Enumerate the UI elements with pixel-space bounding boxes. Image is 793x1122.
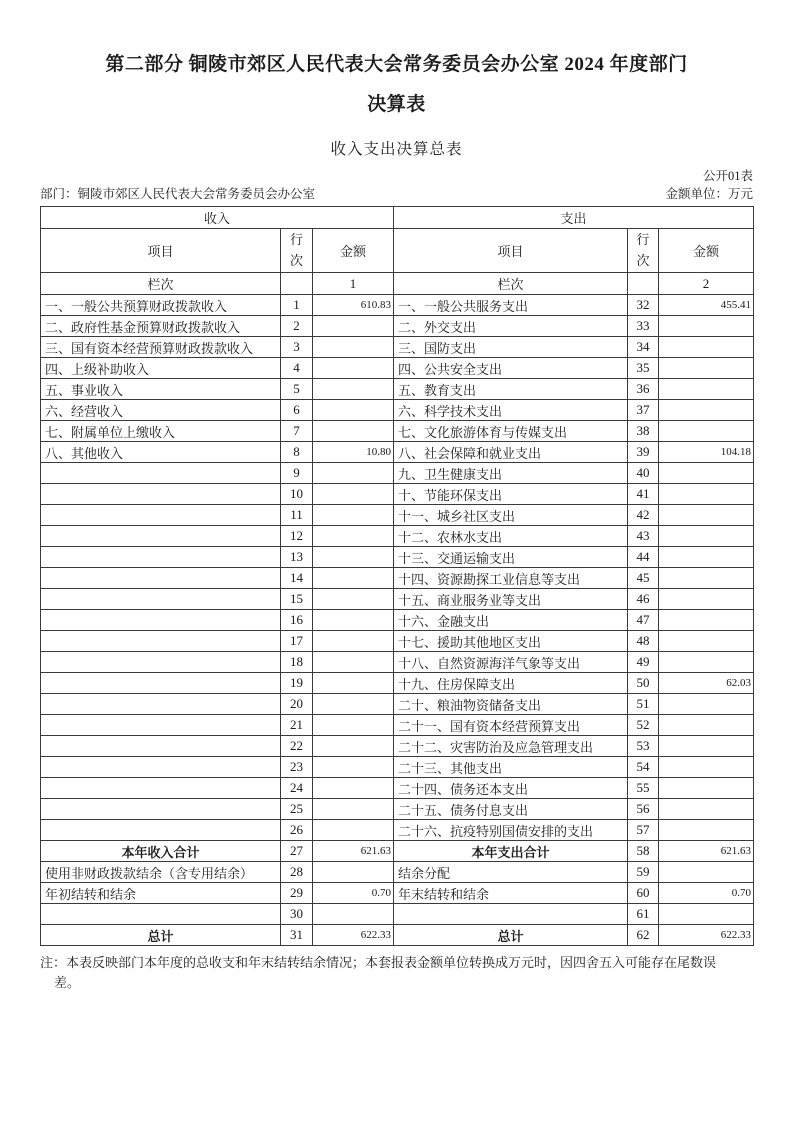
income-index-label: 栏次 [41, 273, 281, 295]
expense-line-cell: 32 [628, 295, 659, 316]
table-row [41, 526, 754, 547]
expense-amount-cell [659, 778, 754, 799]
expense-item-cell: 十二、农林水支出 [394, 526, 628, 547]
expense-item-cell: 七、文化旅游体育与传媒支出 [394, 421, 628, 442]
expense-line-cell: 60 [628, 883, 659, 904]
expense-item-cell: 五、教育支出 [394, 379, 628, 400]
expense-line-cell: 62 [628, 925, 659, 946]
expense-amount-cell [659, 652, 754, 673]
income-line-cell: 4 [281, 358, 313, 379]
expense-amount-cell [659, 694, 754, 715]
table-row [41, 337, 754, 358]
table-row [41, 820, 754, 841]
expense-item-cell: 十四、资源勘探工业信息等支出 [394, 568, 628, 589]
income-amount-cell [313, 736, 394, 757]
column-header-row [41, 229, 754, 273]
income-line-cell: 15 [281, 589, 313, 610]
expense-amount-cell: 62.03 [659, 673, 754, 694]
income-line-cell: 10 [281, 484, 313, 505]
expense-line-cell: 33 [628, 316, 659, 337]
page-title-line1: 第二部分 铜陵市郊区人民代表大会常务委员会办公室 2024 年度部门 [105, 54, 688, 75]
income-amount-cell [313, 673, 394, 694]
table-row [41, 862, 754, 883]
expense-line-cell: 37 [628, 400, 659, 421]
table-row [41, 505, 754, 526]
table-row [41, 589, 754, 610]
expense-amount-cell: 104.18 [659, 442, 754, 463]
expense-line-cell: 41 [628, 484, 659, 505]
expense-line-cell: 39 [628, 442, 659, 463]
income-line-cell: 17 [281, 631, 313, 652]
expense-amount-cell [659, 421, 754, 442]
income-item-cell [41, 568, 281, 589]
income-item-cell [41, 778, 281, 799]
expense-amount-cell [659, 379, 754, 400]
income-amount-cell [313, 400, 394, 421]
expense-line-cell: 61 [628, 904, 659, 925]
expense-item-cell: 二十五、债务付息支出 [394, 799, 628, 820]
table-row [41, 736, 754, 757]
income-item-header: 项目 [41, 229, 281, 273]
expense-line-cell: 34 [628, 337, 659, 358]
expense-line-cell: 40 [628, 463, 659, 484]
expense-amount-cell [659, 715, 754, 736]
expense-item-cell: 总计 [394, 925, 628, 946]
income-amount-cell [313, 904, 394, 925]
income-amount-cell [313, 589, 394, 610]
income-line-cell: 8 [281, 442, 313, 463]
expense-line-cell: 53 [628, 736, 659, 757]
expense-item-cell: 三、国防支出 [394, 337, 628, 358]
income-amount-cell [313, 778, 394, 799]
expense-line-header: 行次 [628, 229, 659, 273]
expense-amount-cell [659, 337, 754, 358]
expense-line-cell: 52 [628, 715, 659, 736]
expense-item-cell: 二、外交支出 [394, 316, 628, 337]
income-line-cell: 21 [281, 715, 313, 736]
income-item-cell [41, 715, 281, 736]
income-item-cell: 八、其他收入 [41, 442, 281, 463]
income-item-cell: 年初结转和结余 [41, 883, 281, 904]
expense-item-cell: 十一、城乡社区支出 [394, 505, 628, 526]
table-row [41, 484, 754, 505]
expense-line-cell: 42 [628, 505, 659, 526]
table-row [41, 652, 754, 673]
expense-item-cell: 十三、交通运输支出 [394, 547, 628, 568]
expense-index-number: 2 [659, 273, 754, 295]
income-amount-cell [313, 526, 394, 547]
table-row [41, 358, 754, 379]
income-line-cell: 29 [281, 883, 313, 904]
income-amount-cell [313, 379, 394, 400]
expense-amount-cell [659, 484, 754, 505]
expense-index-line-cell [628, 273, 659, 295]
expense-amount-cell [659, 736, 754, 757]
income-item-cell [41, 526, 281, 547]
expense-amount-cell [659, 757, 754, 778]
income-line-cell: 25 [281, 799, 313, 820]
income-line-cell: 31 [281, 925, 313, 946]
expense-line-cell: 59 [628, 862, 659, 883]
expense-amount-cell [659, 505, 754, 526]
income-line-cell: 24 [281, 778, 313, 799]
income-amount-cell [313, 631, 394, 652]
income-item-cell [41, 610, 281, 631]
income-item-cell: 使用非财政拨款结余（含专用结余） [41, 862, 281, 883]
income-item-cell [41, 757, 281, 778]
income-amount-cell [313, 505, 394, 526]
table-code-label: 公开01表 [702, 169, 753, 183]
page-title-line2: 决算表 [367, 94, 426, 115]
income-item-cell [41, 589, 281, 610]
expense-item-cell: 九、卫生健康支出 [394, 463, 628, 484]
expense-item-cell: 十八、自然资源海洋气象等支出 [394, 652, 628, 673]
income-amount-cell [313, 610, 394, 631]
income-amount-cell [313, 820, 394, 841]
table-row [41, 379, 754, 400]
table-row [41, 442, 754, 463]
income-line-cell: 12 [281, 526, 313, 547]
income-line-cell: 13 [281, 547, 313, 568]
income-line-cell: 3 [281, 337, 313, 358]
expense-item-cell: 十、节能环保支出 [394, 484, 628, 505]
income-line-cell: 6 [281, 400, 313, 421]
expense-item-cell: 一、一般公共服务支出 [394, 295, 628, 316]
expense-line-cell: 35 [628, 358, 659, 379]
income-item-cell [41, 484, 281, 505]
income-amount-cell: 10.80 [313, 442, 394, 463]
income-amount-cell [313, 568, 394, 589]
page-subtitle: 收入支出决算总表 [330, 141, 463, 158]
table-row [41, 799, 754, 820]
income-amount-cell [313, 862, 394, 883]
expense-item-cell: 二十三、其他支出 [394, 757, 628, 778]
expense-amount-cell: 622.33 [659, 925, 754, 946]
expense-line-cell: 54 [628, 757, 659, 778]
table-row [41, 778, 754, 799]
income-item-cell: 五、事业收入 [41, 379, 281, 400]
expense-item-cell: 十五、商业服务业等支出 [394, 589, 628, 610]
section-header-row [41, 207, 754, 229]
income-item-cell: 三、国有资本经营预算财政拨款收入 [41, 337, 281, 358]
expense-line-cell: 58 [628, 841, 659, 862]
expense-amount-cell [659, 400, 754, 421]
table-row [41, 757, 754, 778]
income-line-cell: 22 [281, 736, 313, 757]
meta-row [40, 185, 753, 204]
expense-item-cell: 四、公共安全支出 [394, 358, 628, 379]
column-index-row [41, 273, 754, 295]
income-line-cell: 18 [281, 652, 313, 673]
income-index-number: 1 [313, 273, 394, 295]
expense-line-cell: 43 [628, 526, 659, 547]
expense-item-cell: 十九、住房保障支出 [394, 673, 628, 694]
expense-amount-cell [659, 799, 754, 820]
income-line-cell: 20 [281, 694, 313, 715]
income-amount-cell [313, 421, 394, 442]
table-row [41, 547, 754, 568]
expense-line-cell: 45 [628, 568, 659, 589]
income-item-cell [41, 736, 281, 757]
income-item-cell [41, 799, 281, 820]
income-amount-cell [313, 799, 394, 820]
income-item-cell [41, 652, 281, 673]
income-line-cell: 28 [281, 862, 313, 883]
table-row [41, 295, 754, 316]
expense-item-cell: 年末结转和结余 [394, 883, 628, 904]
expense-item-cell: 六、科学技术支出 [394, 400, 628, 421]
income-item-cell: 总计 [41, 925, 281, 946]
expense-amount-cell [659, 316, 754, 337]
expense-amount-cell [659, 358, 754, 379]
income-item-cell: 七、附属单位上缴收入 [41, 421, 281, 442]
expense-line-cell: 50 [628, 673, 659, 694]
expense-line-cell: 57 [628, 820, 659, 841]
expense-amount-cell [659, 904, 754, 925]
income-item-cell: 本年收入合计 [41, 841, 281, 862]
expense-amount-cell [659, 631, 754, 652]
income-item-cell [41, 631, 281, 652]
expense-amount-header: 金额 [659, 229, 754, 273]
table-row [41, 610, 754, 631]
expense-line-cell: 48 [628, 631, 659, 652]
income-line-cell: 30 [281, 904, 313, 925]
table-row [41, 463, 754, 484]
expense-item-cell: 二十四、债务还本支出 [394, 778, 628, 799]
expense-item-header: 项目 [394, 229, 628, 273]
table-row [41, 904, 754, 925]
income-amount-cell: 0.70 [313, 883, 394, 904]
income-amount-cell: 622.33 [313, 925, 394, 946]
footnote: 注：本表反映部门本年度的总收支和年末结转结余情况；本套报表金额单位转换成万元时，因四舍五入可能存在尾数误差。 [40, 955, 717, 990]
expense-item-cell: 二十、粮油物资储备支出 [394, 694, 628, 715]
income-item-cell: 六、经营收入 [41, 400, 281, 421]
expense-line-cell: 49 [628, 652, 659, 673]
expense-item-cell: 二十二、灾害防治及应急管理支出 [394, 736, 628, 757]
income-amount-cell [313, 757, 394, 778]
income-amount-cell [313, 358, 394, 379]
table-row [41, 400, 754, 421]
table-body [41, 295, 754, 946]
income-item-cell [41, 547, 281, 568]
income-item-cell [41, 673, 281, 694]
expense-amount-cell: 0.70 [659, 883, 754, 904]
table-row [41, 631, 754, 652]
expense-section-header: 支出 [394, 207, 754, 229]
income-amount-cell [313, 484, 394, 505]
income-amount-cell: 621.63 [313, 841, 394, 862]
expense-amount-cell [659, 820, 754, 841]
income-line-cell: 2 [281, 316, 313, 337]
expense-amount-cell: 455.41 [659, 295, 754, 316]
table-row [41, 568, 754, 589]
income-line-cell: 23 [281, 757, 313, 778]
expense-amount-cell [659, 463, 754, 484]
income-line-header: 行次 [281, 229, 313, 273]
expense-line-cell: 46 [628, 589, 659, 610]
income-line-cell: 27 [281, 841, 313, 862]
expense-amount-cell [659, 589, 754, 610]
income-item-cell [41, 463, 281, 484]
page-title [40, 45, 753, 125]
table-row [41, 883, 754, 904]
income-line-cell: 26 [281, 820, 313, 841]
income-line-cell: 14 [281, 568, 313, 589]
income-amount-cell [313, 463, 394, 484]
income-amount-cell [313, 652, 394, 673]
expense-line-cell: 55 [628, 778, 659, 799]
income-amount-cell [313, 337, 394, 358]
income-line-cell: 5 [281, 379, 313, 400]
income-section-header: 收入 [41, 207, 394, 229]
table-row [41, 841, 754, 862]
department-label: 部门：铜陵市郊区人民代表大会常务委员会办公室 [40, 187, 316, 201]
table-row [41, 715, 754, 736]
expense-amount-cell [659, 547, 754, 568]
expense-amount-cell [659, 568, 754, 589]
expense-amount-cell [659, 526, 754, 547]
expense-item-cell: 十七、援助其他地区支出 [394, 631, 628, 652]
income-amount-cell [313, 715, 394, 736]
income-amount-header: 金额 [313, 229, 394, 273]
table-row [41, 925, 754, 946]
expense-item-cell [394, 904, 628, 925]
income-amount-cell: 610.83 [313, 295, 394, 316]
expense-line-cell: 38 [628, 421, 659, 442]
expense-line-cell: 51 [628, 694, 659, 715]
expense-item-cell: 二十一、国有资本经营预算支出 [394, 715, 628, 736]
expense-item-cell: 八、社会保障和就业支出 [394, 442, 628, 463]
income-line-cell: 19 [281, 673, 313, 694]
income-amount-cell [313, 547, 394, 568]
expense-item-cell: 本年支出合计 [394, 841, 628, 862]
expense-line-cell: 36 [628, 379, 659, 400]
table-row [41, 421, 754, 442]
income-line-cell: 11 [281, 505, 313, 526]
income-line-cell: 9 [281, 463, 313, 484]
income-line-cell: 16 [281, 610, 313, 631]
expense-amount-cell [659, 610, 754, 631]
income-item-cell [41, 820, 281, 841]
income-line-cell: 7 [281, 421, 313, 442]
income-item-cell [41, 904, 281, 925]
expense-amount-cell [659, 862, 754, 883]
income-item-cell [41, 694, 281, 715]
unit-label: 金额单位：万元 [665, 187, 753, 201]
income-item-cell: 四、上级补助收入 [41, 358, 281, 379]
expense-line-cell: 44 [628, 547, 659, 568]
expense-item-cell: 二十六、抗疫特别国债安排的支出 [394, 820, 628, 841]
table-row [41, 673, 754, 694]
expense-line-cell: 47 [628, 610, 659, 631]
expense-item-cell: 十六、金融支出 [394, 610, 628, 631]
income-amount-cell [313, 316, 394, 337]
table-row [41, 694, 754, 715]
table-row [41, 316, 754, 337]
income-item-cell: 二、政府性基金预算财政拨款收入 [41, 316, 281, 337]
expense-item-cell: 结余分配 [394, 862, 628, 883]
income-amount-cell [313, 694, 394, 715]
expense-line-cell: 56 [628, 799, 659, 820]
income-line-cell: 1 [281, 295, 313, 316]
summary-table [40, 206, 754, 946]
expense-index-label: 栏次 [394, 273, 628, 295]
income-item-cell [41, 505, 281, 526]
income-index-line-cell [281, 273, 313, 295]
expense-amount-cell: 621.63 [659, 841, 754, 862]
income-item-cell: 一、一般公共预算财政拨款收入 [41, 295, 281, 316]
